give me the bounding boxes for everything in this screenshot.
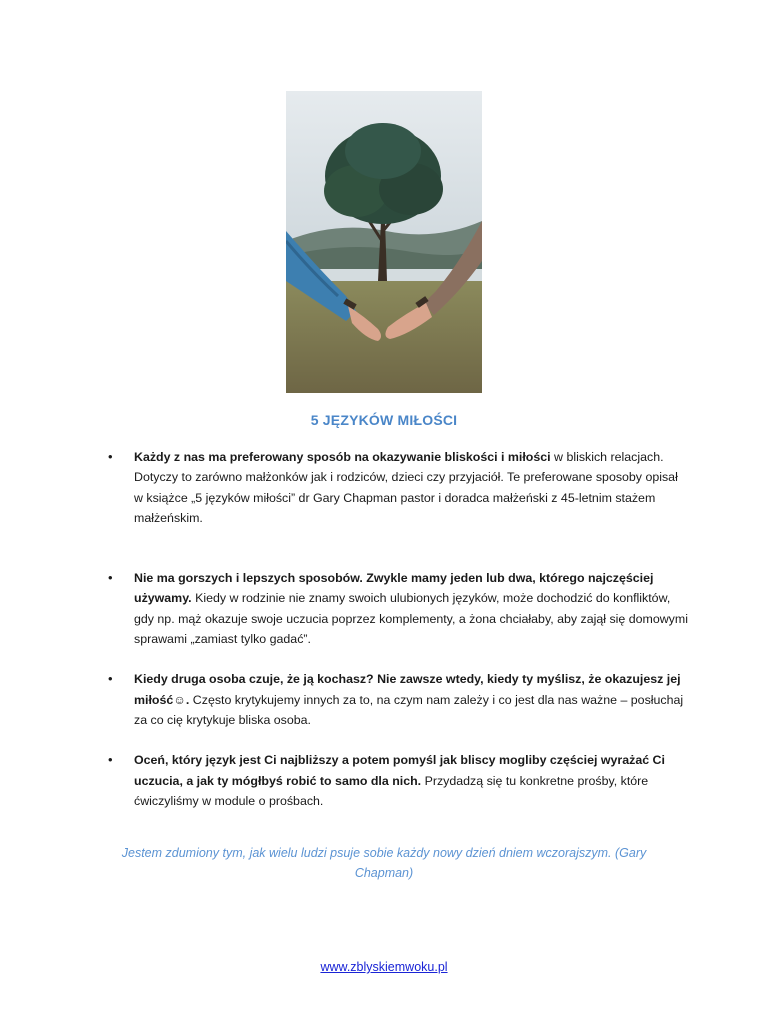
bullet-bold-text: Każdy z nas ma preferowany sposób na okazywanie bliskości i miłości	[134, 450, 551, 464]
list-item	[108, 669, 688, 730]
page-title: 5 JĘZYKÓW MIŁOŚCI	[310, 412, 458, 428]
tree-holding-hands-photo	[286, 91, 482, 393]
list-item	[108, 568, 688, 649]
list-item	[108, 750, 688, 811]
bullet-text: Przydadzą się tu konkretne prośby, które ćwiczyliśmy w module o prośbach.	[134, 773, 649, 808]
bullet-bold-text: Nie ma gorszych i lepszych sposobów. Zwykle mamy jeden lub dwa, którego najczęściej używamy.	[134, 571, 654, 606]
bullet-bold-text: Kiedy druga osoba czuje, że ją kochasz? Nie zawsze wtedy, kiedy ty myślisz, że okazujesz jej miłość☺.	[134, 672, 681, 707]
bullet-list	[108, 447, 688, 811]
photo-illustration	[286, 91, 482, 393]
bullet-text: Kiedy w rodzinie nie znamy swoich ulubionych języków, może dochodzić do konfliktów, gdy np. mąż okazuje swoje uczucia poprzez komplementy, a żona chciałaby, aby zajął się domowymi sprawami „zamiast tylko gadać”.	[134, 591, 688, 647]
bullet-text: Często krytykujemy innych za to, na czym nam zależy i co jest dla nas ważne – posłuchaj za co cię krytykuje bliska osoba.	[134, 692, 684, 727]
bullet-icon: •	[108, 671, 113, 687]
bullet-icon: •	[108, 570, 113, 586]
list-item	[108, 447, 688, 528]
bullet-icon: •	[108, 449, 113, 464]
quote-text: Jestem zdumiony tym, jak wielu ludzi psuje sobie każdy nowy dzień dniem wczorajszym. (Gary Chapman)	[121, 846, 647, 880]
website-link[interactable]: www.zblyskiemwoku.pl	[320, 960, 448, 974]
bullet-bold-text: Oceń, który język jest Ci najbliższy a potem pomyśl jak bliscy mogliby częściej wyrażać Ci uczucia, a jak ty mógłbyś robić to samo dla nich.	[134, 753, 665, 788]
bullet-text: w bliskich relacjach. Dotyczy to zarówno małżonków jak i rodziców, dzieci czy przyjaciół. Te preferowane sposoby opisał w książce „5 języków miłości” dr Gary Chapman pastor i doradca małżeński z 45-letnim stażem małżeńskim.	[134, 450, 678, 525]
bullet-icon: •	[108, 752, 113, 768]
